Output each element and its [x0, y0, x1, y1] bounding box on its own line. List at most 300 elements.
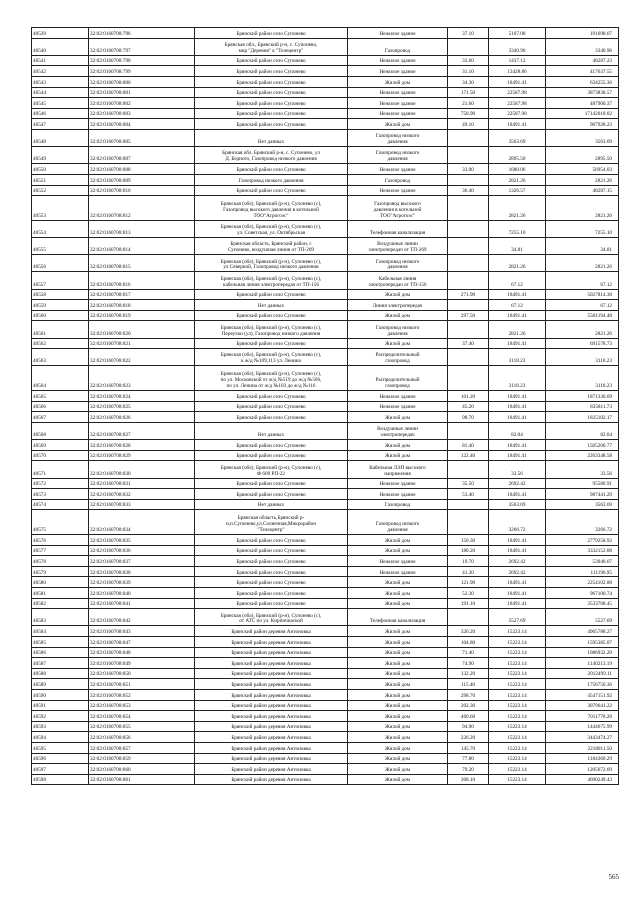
cadastral-value-cell: 3340.96 — [546, 38, 619, 55]
row-id-cell: 40577 — [32, 545, 89, 556]
cadastral-number-cell: 32:02:0160708:810 — [89, 185, 195, 196]
object-name-cell: Телефонная канализация — [348, 609, 448, 626]
table-row — [32, 108, 619, 119]
area-cell: 33.90 — [448, 164, 489, 175]
specific-value-cell: 15223.14 — [489, 753, 546, 764]
area-cell: 758.90 — [448, 108, 489, 119]
row-id-cell: 40583 — [32, 609, 89, 626]
area-cell: 74.90 — [448, 658, 489, 669]
specific-value-cell: 3118.23 — [489, 366, 546, 391]
address-cell: Брянский район деревня Антоновка — [195, 637, 348, 648]
object-name-cell: Газопровод низкого давления — [348, 255, 448, 272]
address-cell: Брянский район село Супонево — [195, 598, 348, 609]
table-row — [32, 711, 619, 722]
address-cell: Брянский район село Супонево — [195, 108, 348, 119]
address-cell: Брянский район деревня Антоновка — [195, 668, 348, 679]
cadastral-value-cell: 634255.36 — [546, 76, 619, 87]
cadastral-value-cell: 1140213.19 — [546, 658, 619, 669]
address-cell: Брянская (обл), Брянский (р-н), Супонево (с), Переулки (ул), Газопровод низкого давления — [195, 321, 348, 338]
area-cell: 71.40 — [448, 647, 489, 658]
address-cell: Брянский район деревня Антоновка — [195, 721, 348, 732]
specific-value-cell: 67.12 — [489, 300, 546, 311]
row-id-cell: 40548 — [32, 129, 89, 146]
cadastral-value-cell: 3563.69 — [546, 499, 619, 510]
specific-value-cell: 15223.14 — [489, 700, 546, 711]
cadastral-number-cell: 32:02:0160708:803 — [89, 108, 195, 119]
cadastral-number-cell: 32:02:0160708:802 — [89, 98, 195, 109]
cadastral-number-cell: 32:02:0160708:831 — [89, 478, 195, 489]
cadastral-value-cell: 1825102.17 — [546, 412, 619, 423]
specific-value-cell: 15223.14 — [489, 668, 546, 679]
address-cell: Брянский район деревня Антоновка — [195, 732, 348, 743]
cadastral-value-cell: 56954.03 — [546, 164, 619, 175]
object-name-cell: Нежилое здание — [348, 185, 448, 196]
table-row — [32, 658, 619, 669]
cadastral-number-cell: 32:02:0160708:843 — [89, 626, 195, 637]
row-id-cell: 40571 — [32, 461, 89, 478]
table-row — [32, 499, 619, 510]
row-id-cell: 40586 — [32, 647, 89, 658]
address-cell: Брянская обл., Брянский р-н, с. Супонево, мкр "Деревня" к "Телецентр" — [195, 38, 348, 55]
object-name-cell: Жилой дом — [348, 711, 448, 722]
table-row — [32, 129, 619, 146]
cadastral-value-cell: 2821.26 — [546, 196, 619, 221]
cadastral-value-cell: 3533708.45 — [546, 598, 619, 609]
cadastral-number-cell: 32:02:0160708:820 — [89, 321, 195, 338]
object-name-cell: Жилой дом — [348, 577, 448, 588]
object-name-cell: Жилой дом — [348, 658, 448, 669]
row-id-cell: 40546 — [32, 108, 89, 119]
row-id-cell: 40544 — [32, 87, 89, 98]
table-row — [32, 87, 619, 98]
row-id-cell: 40547 — [32, 119, 89, 130]
row-id-cell: 40579 — [32, 566, 89, 577]
cadastral-number-cell: 32:02:0160708:834 — [89, 510, 195, 535]
address-cell: Брянский район деревня Антоновка — [195, 742, 348, 753]
row-id-cell: 40561 — [32, 321, 89, 338]
address-cell: Брянский район село Супонево — [195, 76, 348, 87]
object-name-cell: Жилой дом — [348, 412, 448, 423]
cadastral-value-cell: 2218011.50 — [546, 742, 619, 753]
specific-value-cell: 15223.14 — [489, 721, 546, 732]
specific-value-cell: 13428.86 — [489, 66, 546, 77]
area-cell — [448, 174, 489, 185]
area-cell: 115.40 — [448, 679, 489, 690]
specific-value-cell: 15223.14 — [489, 774, 546, 785]
cadastral-value-cell: 3443474.27 — [546, 732, 619, 743]
table-row — [32, 609, 619, 626]
cadastral-value-cell: 967100.74 — [546, 588, 619, 599]
area-cell: 104.80 — [448, 637, 489, 648]
specific-value-cell: 18491.41 — [489, 588, 546, 599]
area-cell — [448, 147, 489, 164]
address-cell: Брянский район село Супонево — [195, 401, 348, 412]
row-id-cell: 40545 — [32, 98, 89, 109]
cadastral-value-cell: 48287.23 — [546, 55, 619, 66]
area-cell — [448, 461, 489, 478]
cadastral-value-cell: 3118.23 — [546, 349, 619, 366]
area-cell: 37.10 — [448, 28, 489, 39]
specific-value-cell: 2692.42 — [489, 478, 546, 489]
specific-value-cell: 34.81 — [489, 238, 546, 255]
specific-value-cell: 15223.14 — [489, 626, 546, 637]
cadastral-value-cell: 1086932.20 — [546, 647, 619, 658]
specific-value-cell: 3118.23 — [489, 349, 546, 366]
row-id-cell: 40558 — [32, 289, 89, 300]
cadastral-number-cell: 32:02:0160708:840 — [89, 588, 195, 599]
cadastral-value-cell: 1595385.07 — [546, 637, 619, 648]
table-row — [32, 721, 619, 732]
specific-value-cell: 18491.41 — [489, 440, 546, 451]
address-cell: Брянский район село Супонево — [195, 289, 348, 300]
area-cell: 33.60 — [448, 55, 489, 66]
address-cell: Брянская (обл), Брянский (р-н), Супонево (с), кабельная линия электропередач от ТП-156 — [195, 272, 348, 289]
row-id-cell: 40542 — [32, 66, 89, 77]
page-number: 565 — [608, 873, 619, 881]
specific-value-cell: 2821.26 — [489, 174, 546, 185]
cadastral-number-cell: 32:02:0160708:855 — [89, 721, 195, 732]
object-name-cell: Жилой дом — [348, 721, 448, 732]
object-name-cell: Нежилое здание — [348, 164, 448, 175]
area-cell: 35.50 — [448, 478, 489, 489]
address-cell: Нет данных — [195, 499, 348, 510]
row-id-cell: 40594 — [32, 732, 89, 743]
area-cell: 34.30 — [448, 76, 489, 87]
table-row — [32, 147, 619, 164]
row-id-cell: 40573 — [32, 489, 89, 500]
address-cell: Газопровод низкого давления — [195, 174, 348, 185]
table-row — [32, 300, 619, 311]
table-row — [32, 349, 619, 366]
object-name-cell: Газопровод низкого давления — [348, 321, 448, 338]
address-cell: Брянский район деревня Антоновка — [195, 690, 348, 701]
row-id-cell: 40581 — [32, 588, 89, 599]
table-row — [32, 321, 619, 338]
table-row — [32, 440, 619, 451]
specific-value-cell: 33.56 — [489, 461, 546, 478]
object-name-cell: Телефонная канализация — [348, 220, 448, 237]
row-id-cell: 40584 — [32, 626, 89, 637]
table-row — [32, 401, 619, 412]
row-id-cell: 40555 — [32, 238, 89, 255]
row-id-cell: 40560 — [32, 310, 89, 321]
cadastral-number-cell: 32:02:0160708:837 — [89, 556, 195, 567]
cadastral-number-cell: 32:02:0160708:826 — [89, 412, 195, 423]
cadastral-value-cell: 3266.72 — [546, 510, 619, 535]
cadastral-value-cell: 907928.23 — [546, 119, 619, 130]
row-id-cell: 40596 — [32, 753, 89, 764]
specific-value-cell: 2692.42 — [489, 566, 546, 577]
cadastral-number-cell: 32:02:0160708:830 — [89, 461, 195, 478]
area-cell: 171.50 — [448, 87, 489, 98]
object-name-cell: Жилой дом — [348, 679, 448, 690]
table-row — [32, 637, 619, 648]
object-name-cell: Жилой дом — [348, 450, 448, 461]
table-row — [32, 545, 619, 556]
specific-value-cell: 5527.69 — [489, 609, 546, 626]
cadastral-number-cell: 32:02:0160708:809 — [89, 174, 195, 185]
address-cell: Брянский район село Супонево — [195, 28, 348, 39]
object-name-cell: Воздушные линии электропередач — [348, 422, 448, 439]
object-name-cell: Жилой дом — [348, 732, 448, 743]
specific-value-cell: 18491.41 — [489, 119, 546, 130]
cadastral-value-cell: 691578.73 — [546, 338, 619, 349]
specific-value-cell: 15223.14 — [489, 742, 546, 753]
area-cell: 77.80 — [448, 753, 489, 764]
row-id-cell: 40551 — [32, 174, 89, 185]
area-cell: 298.70 — [448, 690, 489, 701]
specific-value-cell: 1326.57 — [489, 185, 546, 196]
area-cell — [448, 196, 489, 221]
address-cell: Брянский район село Супонево — [195, 412, 348, 423]
specific-value-cell: 18491.41 — [489, 391, 546, 402]
table-row — [32, 489, 619, 500]
area-cell — [448, 129, 489, 146]
object-name-cell: Газопровод низкого давления — [348, 147, 448, 164]
row-id-cell: 40590 — [32, 690, 89, 701]
cadastral-value-cell: 67.12 — [546, 300, 619, 311]
area-cell: 180.20 — [448, 545, 489, 556]
area-cell: 81.40 — [448, 440, 489, 451]
table-row — [32, 742, 619, 753]
object-name-cell: Жилой дом — [348, 690, 448, 701]
specific-value-cell: 3340.96 — [489, 38, 546, 55]
cadastral-number-cell: 32:02:0160708:832 — [89, 489, 195, 500]
object-name-cell: Жилой дом — [348, 588, 448, 599]
address-cell: Брянский район село Супонево — [195, 310, 348, 321]
row-id-cell: 40582 — [32, 598, 89, 609]
table-row — [32, 679, 619, 690]
table-row — [32, 76, 619, 87]
area-cell: 45.20 — [448, 401, 489, 412]
area-cell: 37.40 — [448, 338, 489, 349]
cadastral-value-cell: 1871330.69 — [546, 391, 619, 402]
specific-value-cell: 7255.10 — [489, 220, 546, 237]
table-row — [32, 366, 619, 391]
cadastral-number-cell: 32:02:0160708:856 — [89, 732, 195, 743]
area-cell: 98.70 — [448, 412, 489, 423]
row-id-cell: 40567 — [32, 412, 89, 423]
row-id-cell: 40550 — [32, 164, 89, 175]
specific-value-cell: 18491.41 — [489, 401, 546, 412]
cadastral-value-cell: 2779258.92 — [546, 535, 619, 546]
cadastral-number-cell: 32:02:0160708:821 — [89, 338, 195, 349]
area-cell: 121.90 — [448, 577, 489, 588]
cadastral-value-cell: 417637.55 — [546, 66, 619, 77]
cadastral-value-cell: 95580.91 — [546, 478, 619, 489]
specific-value-cell: 1437.12 — [489, 55, 546, 66]
area-cell: 122.40 — [448, 450, 489, 461]
table-row — [32, 753, 619, 764]
specific-value-cell: 1680.06 — [489, 164, 546, 175]
area-cell — [448, 255, 489, 272]
cadastral-number-cell: 32:02:0160708:848 — [89, 647, 195, 658]
table-row — [32, 55, 619, 66]
specific-value-cell: 18491.41 — [489, 76, 546, 87]
table-row — [32, 690, 619, 701]
address-cell: Брянский район село Супонево — [195, 87, 348, 98]
cadastral-number-cell: 32:02:0160708:822 — [89, 349, 195, 366]
row-id-cell: 40585 — [32, 637, 89, 648]
cadastral-value-cell: 2821.26 — [546, 321, 619, 338]
object-name-cell: Нежилое здание — [348, 87, 448, 98]
row-id-cell: 40580 — [32, 577, 89, 588]
address-cell: Брянский район село Супонево — [195, 391, 348, 402]
object-name-cell: Нежилое здание — [348, 98, 448, 109]
object-name-cell: Распределительный газопровод — [348, 349, 448, 366]
address-cell: Нет данных — [195, 129, 348, 146]
specific-value-cell: 18491.41 — [489, 289, 546, 300]
address-cell: Брянский район деревня Антоновка — [195, 679, 348, 690]
cadastral-value-cell: 5027814.38 — [546, 289, 619, 300]
cadastral-value-cell: 1205672.69 — [546, 764, 619, 775]
address-cell: Брянский район село Супонево — [195, 338, 348, 349]
area-cell — [448, 300, 489, 311]
cadastral-value-cell: 2821.26 — [546, 174, 619, 185]
cadastral-number-cell: 32:02:0160708:850 — [89, 668, 195, 679]
address-cell: Брянская (обл), Брянский (р-н), Супонево (с), от АТС по ул. Кирпичнаской — [195, 609, 348, 626]
row-id-cell: 40552 — [32, 185, 89, 196]
area-cell: 21.60 — [448, 98, 489, 109]
property-registry-table — [31, 27, 619, 785]
row-id-cell: 40589 — [32, 679, 89, 690]
address-cell: Брянский район деревня Антоновка — [195, 764, 348, 775]
cadastral-number-cell: 32:02:0160708:836 — [89, 545, 195, 556]
specific-value-cell: 15223.14 — [489, 690, 546, 701]
address-cell: Брянский район село Супонево — [195, 66, 348, 77]
row-id-cell: 40556 — [32, 255, 89, 272]
specific-value-cell: 2821.26 — [489, 255, 546, 272]
table-row — [32, 391, 619, 402]
address-cell: Брянский район деревня Антоновка — [195, 658, 348, 669]
object-name-cell: Жилой дом — [348, 668, 448, 679]
cadastral-value-cell: 2012499.11 — [546, 668, 619, 679]
address-cell: Брянская область, Брянский район, с Супонево, воздушная линия от ТП-269 — [195, 238, 348, 255]
specific-value-cell: 15223.14 — [489, 764, 546, 775]
address-cell: Брянский район село Супонево — [195, 119, 348, 130]
specific-value-cell: 18491.41 — [489, 412, 546, 423]
row-id-cell: 40574 — [32, 499, 89, 510]
cadastral-number-cell: 32:02:0160708:805 — [89, 129, 195, 146]
cadastral-value-cell: 3873838.57 — [546, 87, 619, 98]
address-cell: Брянская обл, Брянский р-н, с. Супонево, ул Д. Бедного, Газопровод низкого давления — [195, 147, 348, 164]
address-cell: Брянский район село Супонево — [195, 164, 348, 175]
address-cell: Брянский район село Супонево — [195, 55, 348, 66]
cadastral-number-cell: 32:02:0160708:804 — [89, 119, 195, 130]
object-name-cell: Нежилое здание — [348, 556, 448, 567]
cadastral-value-cell: 7011778.28 — [546, 711, 619, 722]
row-id-cell: 40578 — [32, 556, 89, 567]
cadastral-value-cell: 1505200.77 — [546, 440, 619, 451]
cadastral-value-cell: 34.81 — [546, 238, 619, 255]
specific-value-cell: 18491.41 — [489, 450, 546, 461]
object-name-cell: Нежилое здание — [348, 28, 448, 39]
row-id-cell: 40557 — [32, 272, 89, 289]
object-name-cell: Нежилое здание — [348, 66, 448, 77]
object-name-cell: Жилой дом — [348, 598, 448, 609]
cadastral-number-cell: 32:02:0160708:838 — [89, 566, 195, 577]
row-id-cell: 40570 — [32, 450, 89, 461]
specific-value-cell: 15223.14 — [489, 658, 546, 669]
cadastral-value-cell: 111196.95 — [546, 566, 619, 577]
area-cell — [448, 349, 489, 366]
table-row — [32, 412, 619, 423]
cadastral-number-cell: 32:02:0160708:860 — [89, 764, 195, 775]
object-name-cell: Жилой дом — [348, 289, 448, 300]
cadastral-value-cell: 835811.73 — [546, 401, 619, 412]
address-cell: Брянская (обл), Брянский (р-н), Супонево (с), к ж/д №109,113 ул. Ленина — [195, 349, 348, 366]
specific-value-cell: 67.12 — [489, 272, 546, 289]
cadastral-number-cell: 32:02:0160708:827 — [89, 422, 195, 439]
area-cell: 49.10 — [448, 119, 489, 130]
address-cell: Брянская (обл), Брянский (р-н), Супонево (с), Газопровод высокого давления в котельной ТОО"Агрогоэс" — [195, 196, 348, 221]
table-row — [32, 626, 619, 637]
cadastral-number-cell: 32:02:0160708:799 — [89, 66, 195, 77]
cadastral-value-cell: 5501194.48 — [546, 310, 619, 321]
table-row — [32, 238, 619, 255]
cadastral-number-cell: 32:02:0160708:815 — [89, 255, 195, 272]
object-name-cell: Кабельная линия электропередач от ТП-156 — [348, 272, 448, 289]
cadastral-value-cell: 17142018.02 — [546, 108, 619, 119]
cadastral-number-cell: 32:02:0160708:839 — [89, 577, 195, 588]
specific-value-cell: 18491.41 — [489, 489, 546, 500]
object-name-cell: Воздушные линии электропередач от ТП-269 — [348, 238, 448, 255]
area-cell — [448, 272, 489, 289]
specific-value-cell: 2821.26 — [489, 321, 546, 338]
cadastral-number-cell: 32:02:0160708:801 — [89, 87, 195, 98]
address-cell: Брянская (обл), Брянский (р-н), Супонево (с), по ул. Московской от ж/д №519 до ж/д №566, по ул. Ленина от ж/д №103 до ж/д №116 — [195, 366, 348, 391]
specific-value-cell: 5167.08 — [489, 28, 546, 39]
object-name-cell: Жилой дом — [348, 647, 448, 658]
cadastral-number-cell: 32:02:0160708:819 — [89, 310, 195, 321]
table-row — [32, 255, 619, 272]
cadastral-value-cell: 3118.23 — [546, 366, 619, 391]
object-name-cell: Жилой дом — [348, 338, 448, 349]
cadastral-number-cell: 32:02:0160708:798 — [89, 55, 195, 66]
table-row — [32, 566, 619, 577]
row-id-cell: 40564 — [32, 366, 89, 391]
area-cell: 53.40 — [448, 489, 489, 500]
row-id-cell: 40569 — [32, 440, 89, 451]
table-row — [32, 461, 619, 478]
table-row — [32, 732, 619, 743]
cadastral-number-cell: 32:02:0160708:817 — [89, 289, 195, 300]
address-cell: Брянский район село Супонево — [195, 98, 348, 109]
area-cell — [448, 238, 489, 255]
specific-value-cell: 18491.41 — [489, 545, 546, 556]
cadastral-number-cell: 32:02:0160708:816 — [89, 272, 195, 289]
cadastral-value-cell: 67.12 — [546, 272, 619, 289]
area-cell: 52.30 — [448, 588, 489, 599]
address-cell: Брянская (обл), Брянский (р-н), Супонево (с), ул Северной, Газопровод низкого давления — [195, 255, 348, 272]
row-id-cell: 40598 — [32, 774, 89, 785]
object-name-cell: Жилой дом — [348, 76, 448, 87]
area-cell: 145.70 — [448, 742, 489, 753]
cadastral-number-cell: 32:02:0160708:854 — [89, 711, 195, 722]
cadastral-number-cell: 32:02:0160708:807 — [89, 147, 195, 164]
object-name-cell: Нежилое здание — [348, 566, 448, 577]
specific-value-cell: 15223.14 — [489, 637, 546, 648]
address-cell: Брянский район деревня Антоновка — [195, 753, 348, 764]
row-id-cell: 40588 — [32, 668, 89, 679]
address-cell: Нет данных — [195, 300, 348, 311]
address-cell: Брянский район село Супонево — [195, 588, 348, 599]
specific-value-cell: 2895.50 — [489, 147, 546, 164]
cadastral-value-cell: 82.04 — [546, 422, 619, 439]
row-id-cell: 40587 — [32, 658, 89, 669]
address-cell: Брянский район село Супонево — [195, 489, 348, 500]
table-row — [32, 478, 619, 489]
